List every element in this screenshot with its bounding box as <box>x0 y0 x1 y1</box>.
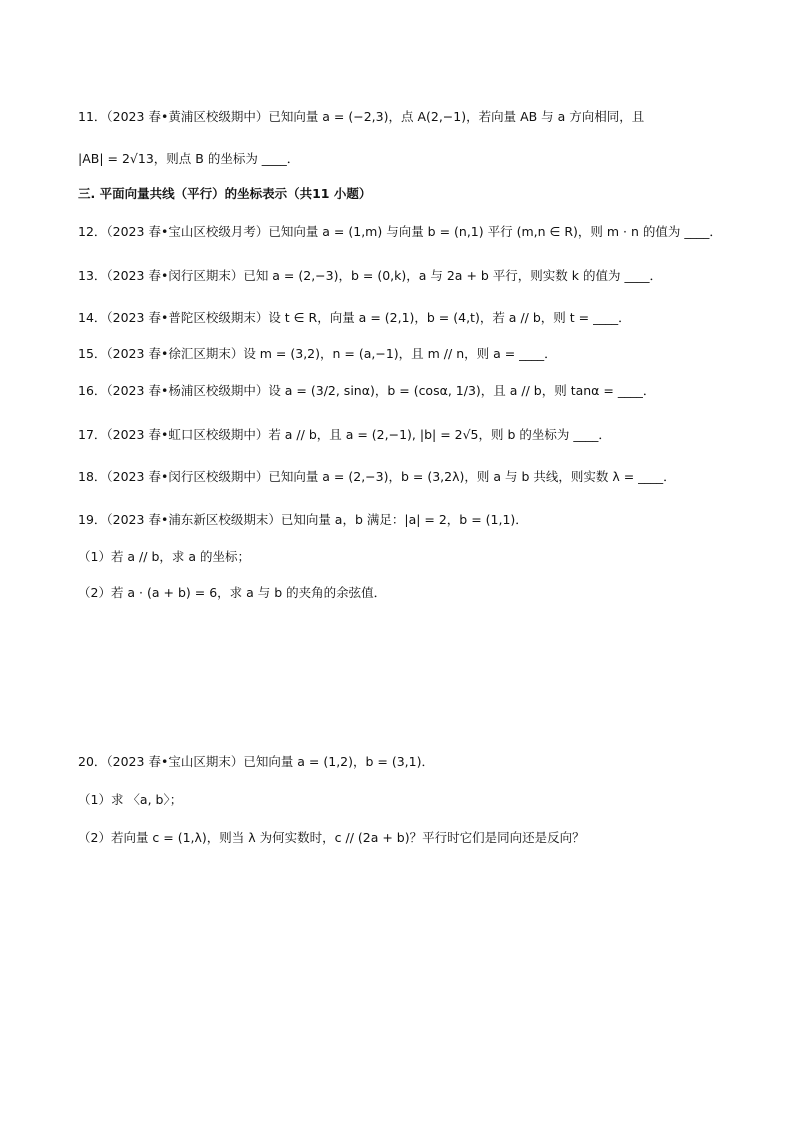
problem-20: 20．（2023 春•宝山区期末）已知向量 a = (1,2)，b = (3,1)． <box>78 754 434 769</box>
problem-14: 14．（2023 春•普陀区校级期末）设 t ∈ R，向量 a = (2,1)，b = (4,t)，若 a // b，则 t = ____． <box>78 310 631 325</box>
problem-20-part-2: （2）若向量 c = (1,λ)，则当 λ 为何实数时，c // (2a + b)？平行时它们是同向还是反向？ <box>78 830 585 845</box>
problem-17: 17．（2023 春•虹口区校级期中）若 a // b，且 a = (2,−1), |b| = 2√5，则 b 的坐标为 ____． <box>78 427 611 442</box>
problem-11-line-1: 11．（2023 春•黄浦区校级期中）已知向量 a = (−2,3)，点 A(2,−1)，若向量 AB 与 a 方向相同，且 <box>78 109 645 124</box>
problem-16: 16．（2023 春•杨浦区校级期中）设 a = (3/2, sinα)，b = (cosα, 1/3)，且 a // b，则 tanα = ____． <box>78 383 656 398</box>
problem-12: 12．（2023 春•宝山区校级月考）已知向量 a = (1,m) 与向量 b = (n,1) 平行 (m,n ∈ R)，则 m · n 的值为 ____． <box>78 224 722 239</box>
problem-11-line-2: |AB| = 2√13，则点 B 的坐标为 ____． <box>78 151 300 166</box>
problem-13: 13．（2023 春•闵行区期末）已知 a = (2,−3)，b = (0,k)，a 与 2a + b 平行，则实数 k 的值为 ____． <box>78 268 662 283</box>
problem-18: 18．（2023 春•闵行区校级期中）已知向量 a = (2,−3)，b = (3,2λ)，则 a 与 b 共线，则实数 λ = ____． <box>78 469 676 484</box>
problem-15: 15．（2023 春•徐汇区期末）设 m = (3,2)，n = (a,−1)，且 m // n，则 a = ____． <box>78 346 557 361</box>
problem-19-part-2: （2）若 a · (a + b) = 6，求 a 与 b 的夹角的余弦值． <box>78 585 387 600</box>
problem-19-part-1: （1）若 a // b，求 a 的坐标； <box>78 549 250 564</box>
problem-19: 19．（2023 春•浦东新区校级期末）已知向量 a，b 满足：|a| = 2，b = (1,1)． <box>78 512 528 527</box>
section-heading: 三. 平面向量共线（平行）的坐标表示（共11 小题） <box>78 186 372 201</box>
problem-20-part-1: （1）求 〈a, b〉； <box>78 792 183 807</box>
